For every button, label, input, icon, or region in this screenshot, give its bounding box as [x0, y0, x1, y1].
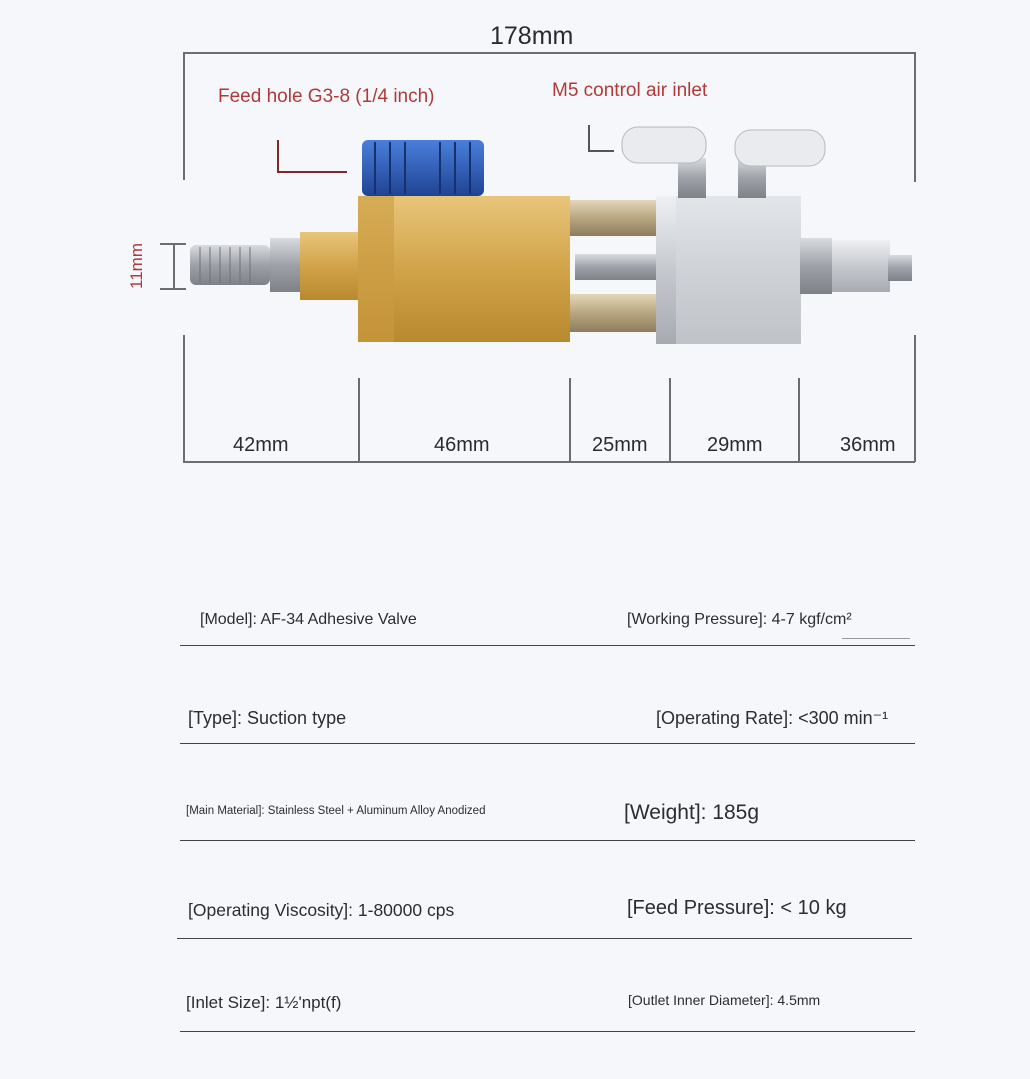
- spec-divider-1: [180, 645, 915, 646]
- segment-label-1: 42mm: [233, 434, 289, 456]
- spec-divider-2: [180, 743, 915, 744]
- gold-body: [358, 196, 570, 342]
- air-fitting-right: [735, 130, 825, 198]
- air-fitting-left: [622, 127, 706, 198]
- blue-feed-fitting: [362, 140, 484, 196]
- segment-label-5: 36mm: [840, 434, 896, 456]
- nozzle-tip: [190, 238, 300, 292]
- spec-inlet-size: [Inlet Size]: 1½'npt(f): [186, 993, 342, 1012]
- feed-hole-label: Feed hole G3-8 (1/4 inch): [218, 86, 435, 107]
- spec-divider-4: [177, 938, 912, 939]
- spec-weight: [Weight]: 185g: [624, 801, 760, 824]
- gold-nut: [300, 232, 360, 300]
- spec-viscosity: [Operating Viscosity]: 1-80000 cps: [188, 900, 455, 920]
- segment-label-3: 25mm: [592, 434, 648, 456]
- pressure-underline: [842, 638, 910, 639]
- height-label: 11mm: [126, 243, 146, 289]
- total-length-label: 178mm: [490, 22, 574, 50]
- spec-operating-rate: [Operating Rate]: <300 min⁻¹: [656, 708, 889, 728]
- spec-type: [Type]: Suction type: [188, 708, 347, 728]
- upper-rod: [570, 200, 670, 236]
- spec-working-pressure: [Working Pressure]: 4-7 kgf/cm²: [627, 611, 852, 628]
- center-shaft: [575, 254, 670, 280]
- rear-cap: [800, 238, 912, 294]
- air-inlet-label: M5 control air inlet: [552, 80, 708, 101]
- silver-cylinder: [656, 196, 801, 344]
- segment-label-2: 46mm: [434, 434, 490, 456]
- valve-illustration: [0, 0, 1030, 380]
- lower-rod: [570, 294, 670, 332]
- spec-feed-pressure: [Feed Pressure]: < 10 kg: [627, 897, 847, 919]
- spec-main-material: [Main Material]: Stainless Steel + Aluminum Alloy Anodized: [186, 805, 486, 817]
- spec-divider-5: [180, 1031, 915, 1032]
- spec-model: [Model]: AF-34 Adhesive Valve: [200, 611, 417, 628]
- spec-divider-3: [180, 840, 915, 841]
- spec-outlet-diameter: [Outlet Inner Diameter]: 4.5mm: [628, 992, 821, 1008]
- segment-label-4: 29mm: [707, 434, 763, 456]
